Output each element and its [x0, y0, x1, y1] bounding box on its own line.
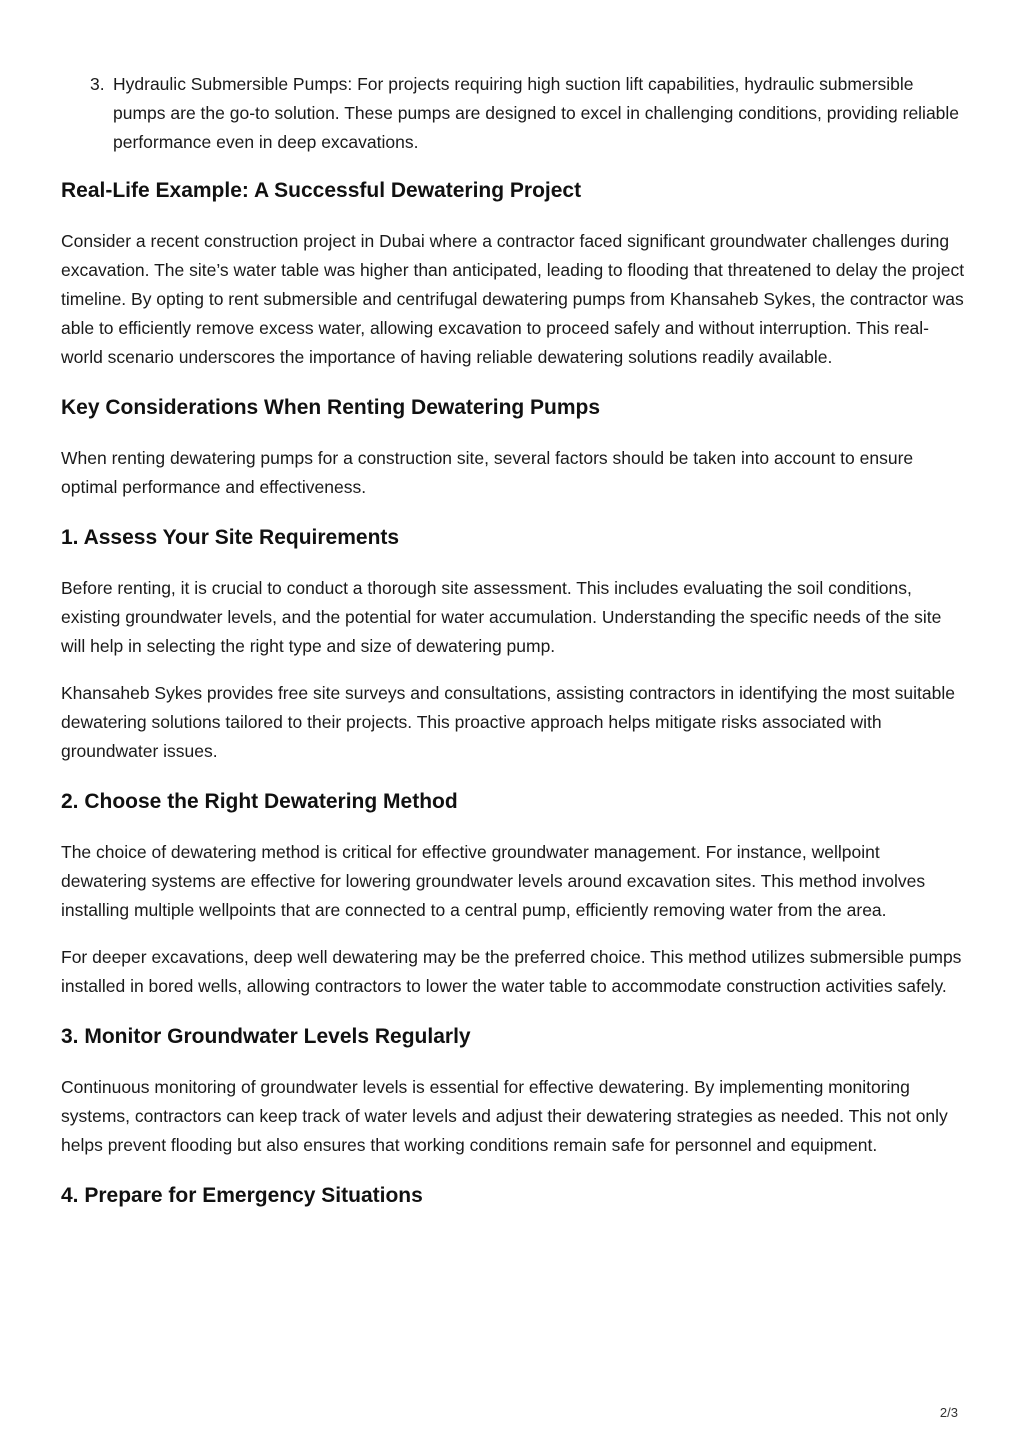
list-item	[90, 70, 965, 157]
list-item-number: 3.	[90, 74, 105, 94]
section-key-considerations	[61, 394, 965, 502]
section-assess-site	[61, 524, 965, 766]
page-number: 2/3	[939, 1405, 958, 1420]
section-heading: Real-Life Example: A Successful Dewatering Project	[61, 179, 582, 202]
section-emergency	[61, 1182, 965, 1210]
paragraph: Consider a recent construction project in Dubai where a contractor faced significant groundwater challenges during excavation. The site’s water table was higher than anticipated, leading to flooding that threatened to delay the project timeline. By opting to rent submersible and centrifugal dewatering pumps from Khansaheb Sykes, the contractor was able to efficiently remove excess water, allowing excavation to proceed safely and without interruption. This real-world scenario underscores the importance of having reliable dewatering solutions readily available.	[61, 231, 965, 367]
paragraph: When renting dewatering pumps for a construction site, several factors should be taken into account to ensure optimal performance and effectiveness.	[61, 448, 914, 497]
section-monitor-groundwater	[61, 1023, 965, 1160]
paragraph: Continuous monitoring of groundwater levels is essential for effective dewatering. By implementing monitoring systems, contractors can keep track of water levels and adjust their dewatering strategies as needed. This not only helps prevent flooding but also ensures that working conditions remain safe for personnel and equipment.	[61, 1077, 948, 1155]
section-heading: Key Considerations When Renting Dewatering Pumps	[61, 396, 601, 419]
section-heading: 2. Choose the Right Dewatering Method	[61, 790, 458, 813]
paragraph: The choice of dewatering method is critical for effective groundwater management. For instance, wellpoint dewatering systems are effective for lowering groundwater levels around excavation sites. This method involves installing multiple wellpoints that are connected to a central pump, efficiently removing water from the area.	[61, 842, 926, 920]
document-page	[61, 70, 965, 1232]
section-heading: 1. Assess Your Site Requirements	[61, 526, 400, 549]
paragraph: For deeper excavations, deep well dewatering may be the preferred choice. This method utilizes submersible pumps installed in bored wells, allowing contractors to lower the water table to accommodate construction activities safely.	[61, 947, 962, 996]
paragraph: Khansaheb Sykes provides free site surveys and consultations, assisting contractors in identifying the most suitable dewatering solutions tailored to their projects. This proactive approach helps mitigate risks associated with groundwater issues.	[61, 683, 955, 761]
list-item-text: Hydraulic Submersible Pumps: For projects requiring high suction lift capabilities, hydraulic submersible pumps are the go-to solution. These pumps are designed to excel in challenging conditions, providing reliable performance even in deep excavations.	[113, 74, 960, 152]
section-dewatering-method	[61, 788, 965, 1001]
section-real-life-example	[61, 177, 965, 372]
section-heading: 4. Prepare for Emergency Situations	[61, 1184, 423, 1207]
paragraph: Before renting, it is crucial to conduct a thorough site assessment. This includes evaluating the soil conditions, existing groundwater levels, and the potential for water accumulation. Understanding the specific needs of the site will help in selecting the right type and size of dewatering pump.	[61, 578, 942, 656]
section-heading: 3. Monitor Groundwater Levels Regularly	[61, 1025, 471, 1048]
pump-types-list	[61, 70, 965, 157]
